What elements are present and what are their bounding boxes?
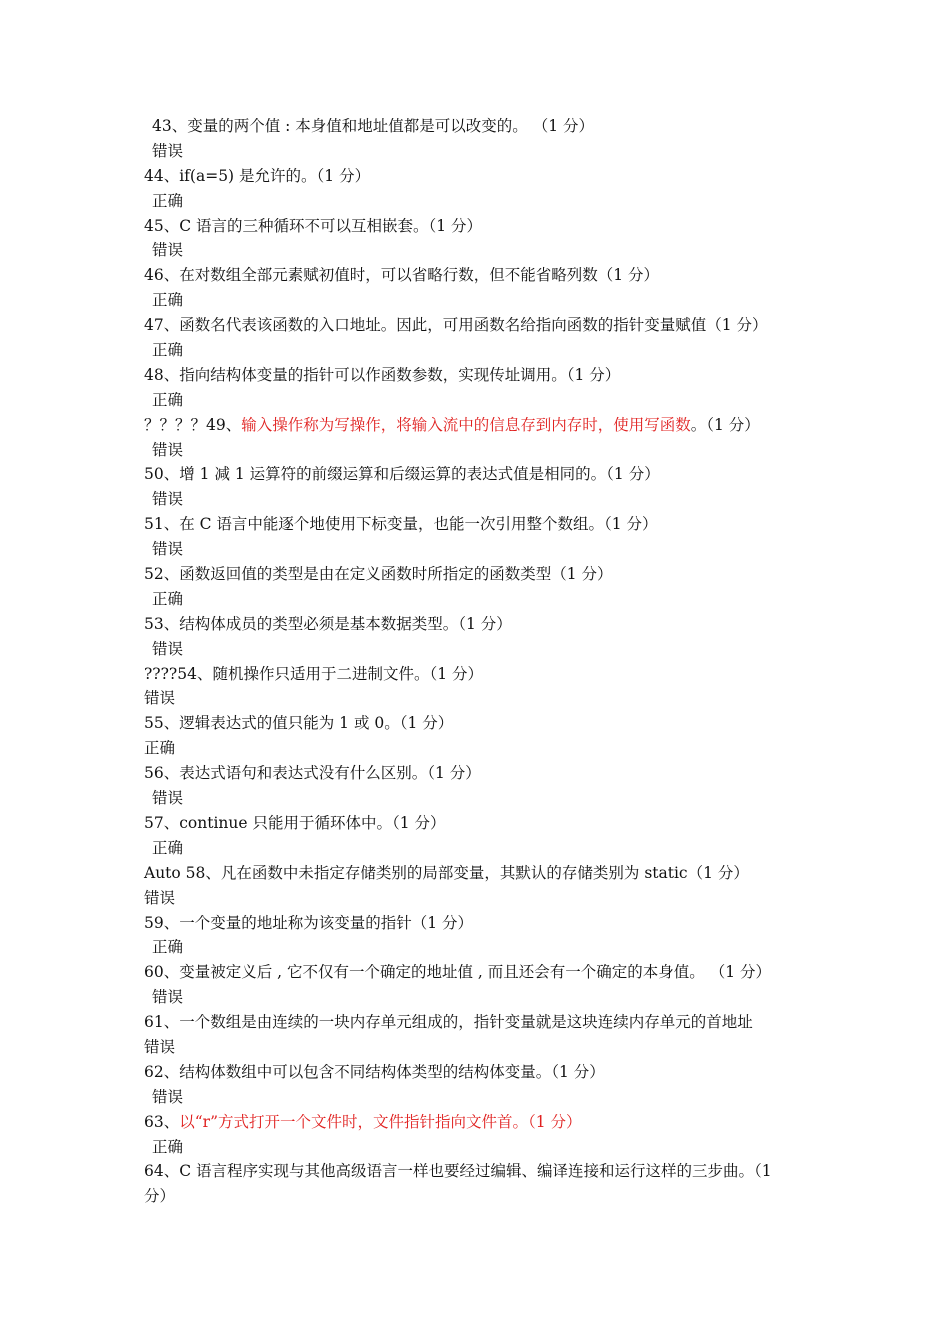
answer-46: 正确 xyxy=(152,291,184,310)
answer-54: 错误 xyxy=(144,689,176,708)
answer-63: 正确 xyxy=(152,1137,184,1156)
question-64-line1: 64、C 语言程序实现与其他高级语言一样也要经过编辑、编译连接和运行这样的三步曲。（1 xyxy=(144,1162,772,1181)
question-54: ????54、随机操作只适用于二进制文件。（1 分） xyxy=(144,664,484,683)
question-59: 59、一个变量的地址称为该变量的指针（1 分） xyxy=(144,913,474,932)
answer-47: 正确 xyxy=(152,341,184,360)
question-51: 51、在 C 语言中能逐个地使用下标变量，也能一次引用整个数组。（1 分） xyxy=(144,515,658,534)
question-52: 52、函数返回值的类型是由在定义函数时所指定的函数类型（1 分） xyxy=(144,565,613,584)
answer-43: 错误 xyxy=(152,141,184,160)
question-57: 57、continue 只能用于循环体中。（1 分） xyxy=(144,813,446,832)
question-49-suffix: 。（1 分） xyxy=(690,415,760,434)
answer-50: 错误 xyxy=(152,490,184,509)
question-63 xyxy=(144,1110,814,1135)
question-46: 46、在对数组全部元素赋初值时，可以省略行数，但不能省略列数（1 分） xyxy=(144,266,660,285)
answer-58: 错误 xyxy=(144,888,176,907)
question-43: 43、变量的两个值 : 本身值和地址值都是可以改变的。 （1 分） xyxy=(152,117,595,135)
answer-60: 错误 xyxy=(152,988,184,1007)
answer-56: 错误 xyxy=(152,789,184,808)
answer-59: 正确 xyxy=(152,938,184,957)
answer-57: 正确 xyxy=(152,838,184,857)
question-50: 50、增 1 减 1 运算符的前缀运算和后缀运算的表达式值是相同的。（1 分） xyxy=(144,465,660,484)
question-55: 55、逻辑表达式的值只能为 1 或 0。（1 分） xyxy=(144,714,454,733)
answer-51: 错误 xyxy=(152,540,184,559)
question-53: 53、结构体成员的类型必须是基本数据类型。（1 分） xyxy=(144,614,512,633)
answer-53: 错误 xyxy=(152,639,184,658)
question-56: 56、表达式语句和表达式没有什么区别。（1 分） xyxy=(144,764,481,783)
question-62: 62、结构体数组中可以包含不同结构体类型的结构体变量。（1 分） xyxy=(144,1062,605,1081)
question-63-prefix: 63、 xyxy=(144,1112,180,1131)
answer-44: 正确 xyxy=(152,191,184,210)
question-44: 44、if(a=5) 是允许的。（1 分） xyxy=(144,166,371,185)
question-list xyxy=(144,114,814,1209)
question-47: 47、函数名代表该函数的入口地址。因此，可用函数名给指向函数的指针变量赋值（1 分） xyxy=(144,316,768,335)
question-45: 45、C 语言的三种循环不可以互相嵌套。（1 分） xyxy=(144,216,483,235)
answer-52: 正确 xyxy=(152,589,184,608)
question-49-prefix: ？？？？49、 xyxy=(144,415,242,434)
answer-49: 错误 xyxy=(152,440,184,459)
answer-48: 正确 xyxy=(152,390,184,409)
question-63-highlight: 以“r”方式打开一个文件时，文件指针指向文件首。（1 分） xyxy=(179,1112,582,1131)
answer-45: 错误 xyxy=(152,241,184,260)
question-49 xyxy=(144,413,814,438)
question-60: 60、变量被定义后 , 它不仅有一个确定的地址值 , 而且还会有一个确定的本身值。 （1 分） xyxy=(144,963,772,982)
question-61: 61、一个数组是由连续的一块内存单元组成的，指针变量就是这块连续内存单元的首地址 xyxy=(144,1013,753,1032)
answer-55: 正确 xyxy=(144,739,176,758)
question-58: Auto 58、凡在函数中未指定存储类别的局部变量，其默认的存储类别为 static（1 分） xyxy=(144,863,749,882)
answer-62: 错误 xyxy=(152,1087,184,1106)
question-49-highlight: 输入操作称为写操作，将输入流中的信息存到内存时，使用写函数 xyxy=(241,415,691,434)
answer-61: 错误 xyxy=(144,1037,176,1056)
question-48: 48、指向结构体变量的指针可以作函数参数，实现传址调用。（1 分） xyxy=(144,365,621,384)
question-64-line2: 分） xyxy=(144,1187,176,1206)
